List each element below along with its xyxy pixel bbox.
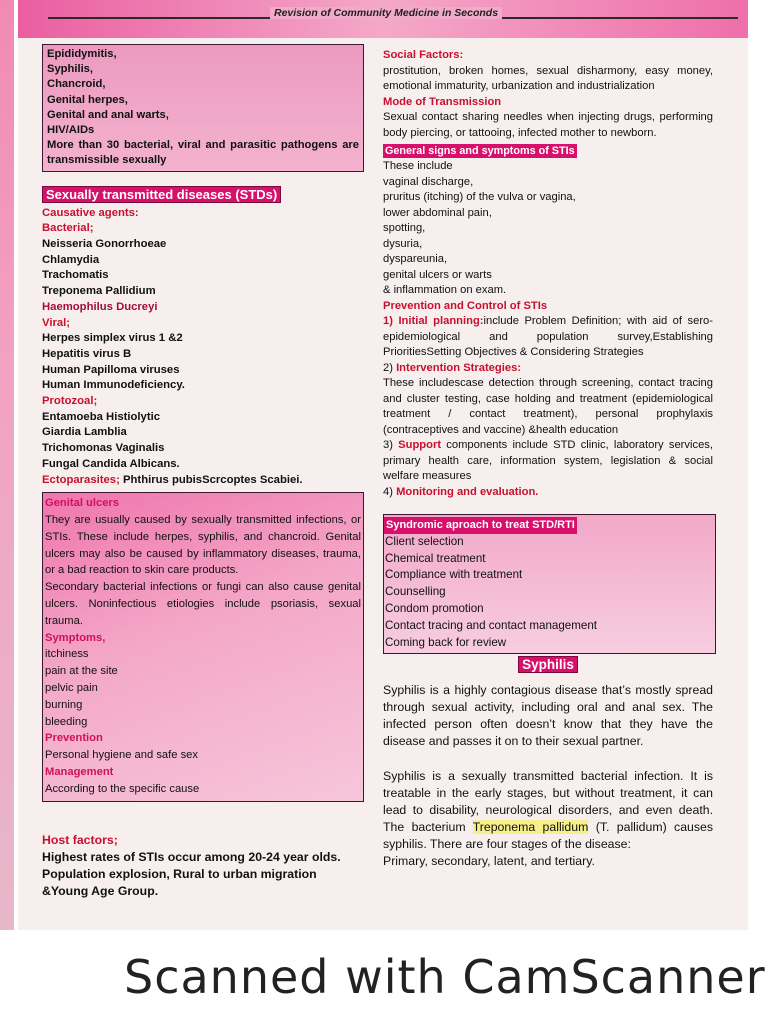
para-text: (T. pallidum) causes syphilis. There are four stages of the disease:	[383, 820, 714, 852]
prevention-text: Personal hygiene and safe sex	[45, 749, 198, 762]
social-label: Social Factors:	[383, 49, 464, 61]
protozoal-label: Protozoal;	[42, 395, 98, 408]
list-item: Trichomonas Vaginalis	[42, 442, 165, 455]
causative-agents-section	[42, 206, 364, 489]
syphilis-heading-wrap	[383, 656, 713, 674]
sti-list-box	[42, 44, 364, 172]
step-number: 2)	[383, 361, 397, 374]
list-item: lower abdominal pain,	[383, 206, 492, 219]
list-item: Coming back for review	[385, 635, 507, 649]
list-item: Hepatitis virus B	[42, 347, 132, 360]
host-factors	[42, 832, 364, 900]
step-number: 1)	[383, 315, 399, 327]
list-item: Human Papilloma viruses	[42, 363, 180, 376]
step-number: 3)	[383, 439, 399, 451]
list-item: genital ulcers or warts	[383, 268, 492, 281]
list-item: pruritus (itching) of the vulva or vagina,	[383, 191, 576, 203]
list-item: pain at the site	[45, 665, 118, 678]
syndromic-approach-box	[383, 514, 716, 654]
step-label: Intervention Strategies:	[396, 361, 522, 374]
step-1	[383, 314, 713, 361]
social-text: prostitution, broken homes, sexual disharmony, easy money, emotional immaturity, urbanization and industrialization	[383, 64, 713, 92]
list-item: Epididymitis,	[47, 48, 117, 60]
step-text: components include STD clinic, laboratory services, primary health care, information system, legislation & social welfare measures	[383, 439, 713, 482]
right-column	[383, 48, 713, 870]
list-item: & inflammation on exam.	[383, 284, 507, 296]
syndromic-title: Syndromic aproach to treat STD/RTI	[384, 517, 577, 534]
list-item: spotting,	[383, 222, 426, 234]
list-item: dyspareunia,	[383, 253, 448, 265]
host-text: Highest rates of STIs occur among 20-24 year olds. Population explosion, Rural to urban migration &Young Age Group.	[42, 850, 341, 898]
causative-label: Causative agents:	[42, 206, 139, 219]
host-label: Host factors;	[42, 833, 118, 847]
list-item: Compliance with treatment	[385, 568, 523, 582]
list-item: Syphilis,	[47, 63, 94, 76]
signs-heading: General signs and symptoms of STIs	[385, 145, 575, 157]
list-item: Neisseria Gonorrhoeae	[42, 238, 167, 251]
step-number: 4)	[383, 485, 397, 498]
prevention-control-label: Prevention and Control of STIs	[383, 299, 548, 312]
list-item: Chlamydia	[42, 253, 100, 266]
book-title: Revision of Community Medicine in Seconds	[270, 7, 502, 19]
list-item: Client selection	[385, 534, 464, 548]
list-item: Trachomatis	[42, 269, 109, 282]
viral-label: Viral;	[42, 316, 71, 329]
list-item: Genital and anal warts,	[47, 108, 169, 121]
genital-ulcers-box	[42, 492, 364, 801]
list-item: Counselling	[385, 585, 446, 599]
list-item: Human Immunodeficiency.	[42, 379, 185, 392]
list-item: Genital herpes,	[47, 93, 128, 106]
mode-text: Sexual contact sharing needles when injecting drugs, performing body piercing, or tattooing, infected mother to newborn.	[383, 111, 713, 139]
haemophilus-label: Haemophilus Ducreyi	[42, 300, 158, 313]
ulcers-title: Genital ulcers	[45, 497, 119, 510]
ulcers-para-1: They are usually caused by sexually transmitted infections, or STIs. These include herpes, syphilis, and chancroid. Genital ulcers may also be caused by inflammatory diseases, trauma, or a bad reaction to skin care products.	[45, 514, 361, 577]
management-text: According to the specific cause	[45, 782, 200, 795]
list-item: These include	[383, 160, 453, 172]
list-item: Entamoeba Histiolytic	[42, 410, 161, 423]
ulcers-para-2: Secondary bacterial infections or fungi can also cause genital ulcers. Noninfectious etiologies include psoriasis, sexual trauma.	[45, 581, 361, 627]
list-item: burning	[45, 698, 83, 711]
step-2-text: These includescase detection through screening, contact tracing and cluster testing, case holding and treatment (epidemiological treatment / contact treatment), personal prophylaxis (contraceptives and vaccine) &health education	[383, 377, 713, 436]
list-item: bleeding	[45, 715, 88, 728]
list-item: Fungal Candida Albicans.	[42, 457, 180, 470]
step-text: include Problem Definition; with aid of sero-epidemiological and population survey,Establishing PrioritiesSetting Objectives & Considering Strategies	[383, 315, 713, 358]
step-4	[383, 485, 713, 501]
list-item: Herpes simplex virus 1 &2	[42, 332, 183, 345]
syphilis-heading: Syphilis	[518, 656, 578, 673]
syphilis-para-2	[383, 768, 713, 853]
bacterial-label: Bacterial;	[42, 222, 94, 235]
left-column	[42, 44, 364, 802]
ectoparasites-label: Ectoparasites;	[42, 473, 120, 486]
header-band	[18, 0, 748, 38]
syphilis-para-1: Syphilis is a highly contagious disease that’s mostly spread through sexual activity, including oral and anal sex. The infected person often doesn’t know that they have the disease and passes it on to their sexual partner.	[383, 683, 713, 749]
std-heading: Sexually transmitted diseases (STDs)	[42, 186, 281, 203]
symptoms-label: Symptoms,	[45, 631, 106, 644]
step-2	[383, 361, 713, 377]
page-edge	[0, 0, 14, 930]
para-text: Syphilis is a sexually transmitted bacterial infection. It is treatable in the early stages, but without treatment, it can lead to disability, neurological disorders, and even death. The bacterium	[383, 769, 713, 835]
highlighted-term: Treponema pallidum	[472, 820, 589, 835]
step-label: Monitoring and evaluation.	[396, 485, 539, 498]
list-item: Chancroid,	[47, 78, 106, 91]
list-item: Contact tracing and contact management	[385, 618, 598, 632]
step-3	[383, 438, 713, 485]
list-item: More than 30 bacterial, viral and parasitic pathogens are transmissible sexually	[47, 139, 359, 167]
prevention-label: Prevention	[45, 732, 103, 745]
ectoparasites-text: Phthirus pubisScrcoptes Scabiei.	[119, 473, 303, 486]
list-item: pelvic pain	[45, 682, 98, 695]
list-item: Condom promotion	[385, 601, 484, 615]
list-item: Chemical treatment	[385, 551, 486, 565]
mode-label: Mode of Transmission	[383, 95, 502, 108]
ectoparasites-line	[42, 473, 364, 489]
list-item: itchiness	[45, 648, 89, 661]
list-item: HIV/AIDs	[47, 124, 95, 137]
list-item: dysuria,	[383, 237, 423, 250]
management-label: Management	[45, 766, 114, 779]
step-label: Initial planning:	[398, 315, 484, 327]
step-label: Support	[398, 439, 442, 451]
list-item: vaginal discharge,	[383, 175, 474, 188]
list-item: Giardia Lamblia	[42, 426, 127, 439]
syphilis-stages: Primary, secondary, latent, and tertiary.	[383, 854, 595, 869]
camscanner-watermark: Scanned with CamScanner	[124, 950, 766, 1004]
list-item: Treponema Pallidium	[42, 285, 156, 298]
